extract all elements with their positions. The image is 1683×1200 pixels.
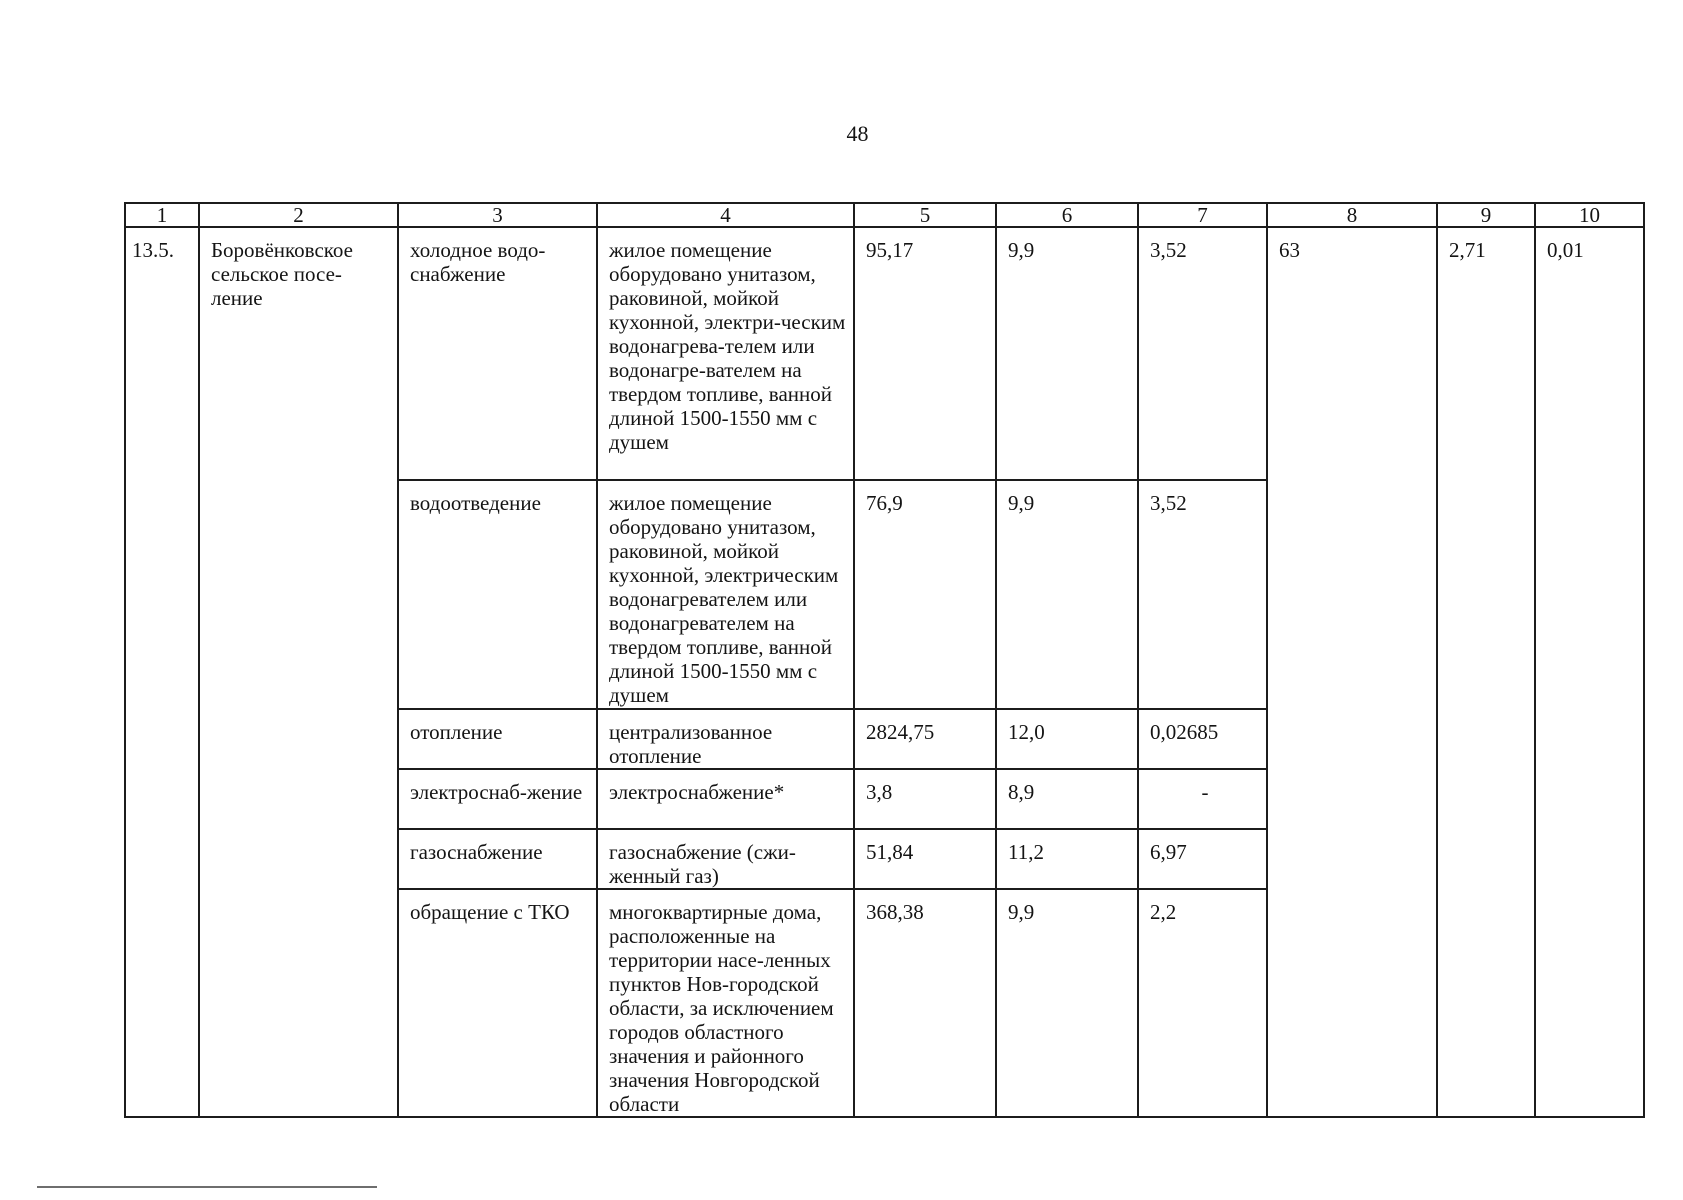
description-cell — [597, 227, 854, 480]
col5-cell — [854, 480, 996, 709]
column-header: 10 — [1535, 203, 1644, 227]
column-header: 8 — [1267, 203, 1437, 227]
col7-value: - — [1201, 780, 1209, 804]
service-cell — [398, 227, 597, 480]
settlement-name: Боровёнковское сельское посе-ление — [211, 238, 353, 310]
col7-value: 2,2 — [1150, 900, 1177, 924]
col6-cell — [996, 709, 1138, 769]
column-header: 9 — [1437, 203, 1535, 227]
col7-value: 3,52 — [1150, 491, 1187, 515]
column-header: 4 — [597, 203, 854, 227]
col7-value: 0,02685 — [1150, 720, 1219, 744]
col9-value: 2,71 — [1449, 238, 1486, 262]
col10-value: 0,01 — [1547, 238, 1584, 262]
col5-value: 51,84 — [866, 840, 914, 864]
col6-cell — [996, 829, 1138, 889]
footnote-divider — [37, 1186, 377, 1188]
row-code: 13.5. — [132, 238, 174, 262]
description-cell — [597, 769, 854, 829]
service-name: газоснабжение — [410, 840, 543, 864]
service-description: жилое помещение оборудовано унитазом, раковиной, мойкой кухонной, электри-ческим водонагрева-телем или водонагре-вателем на твердом топливе, ванной длиной 1500-1550 мм с душем — [609, 238, 846, 454]
service-cell — [398, 889, 597, 1117]
description-cell — [597, 889, 854, 1117]
service-name: электроснаб-жение — [410, 780, 583, 804]
col7-cell — [1138, 829, 1267, 889]
service-cell — [398, 769, 597, 829]
description-cell — [597, 829, 854, 889]
col5-cell — [854, 829, 996, 889]
column-header: 2 — [199, 203, 398, 227]
col6-value: 11,2 — [1008, 840, 1044, 864]
col6-cell — [996, 769, 1138, 829]
service-description: электроснабжение* — [609, 780, 785, 804]
service-cell — [398, 829, 597, 889]
col5-value: 368,38 — [866, 900, 924, 924]
col5-cell — [854, 709, 996, 769]
col7-cell — [1138, 227, 1267, 480]
column-header: 6 — [996, 203, 1138, 227]
service-name: обращение с ТКО — [410, 900, 570, 924]
page-number: 48 — [846, 121, 869, 146]
column-header: 5 — [854, 203, 996, 227]
column-header: 3 — [398, 203, 597, 227]
col7-value: 3,52 — [1150, 238, 1187, 262]
col6-value: 12,0 — [1008, 720, 1045, 744]
tariff-table — [124, 202, 1645, 1118]
col7-cell — [1138, 709, 1267, 769]
settlement-cell — [199, 227, 398, 1117]
col6-value: 9,9 — [1008, 900, 1035, 924]
service-description: газоснабжение (сжи-женный газ) — [609, 840, 796, 888]
col5-value: 76,9 — [866, 491, 903, 515]
row-code-cell — [125, 227, 199, 1117]
col6-value: 8,9 — [1008, 780, 1035, 804]
col5-value: 95,17 — [866, 238, 914, 262]
column-header: 1 — [125, 203, 199, 227]
service-description: централизованное отопление — [609, 720, 773, 768]
service-description: многоквартирные дома, расположенные на территории насе-ленных пунктов Нов-городской области, за исключением городов областного значения и районного значения Новгородской области — [609, 900, 834, 1116]
description-cell — [597, 709, 854, 769]
column-header: 7 — [1138, 203, 1267, 227]
col5-cell — [854, 227, 996, 480]
service-cell — [398, 480, 597, 709]
service-cell — [398, 709, 597, 769]
col9-cell — [1437, 227, 1535, 1117]
col6-value: 9,9 — [1008, 238, 1035, 262]
col5-value: 3,8 — [866, 780, 893, 804]
col6-cell — [996, 889, 1138, 1117]
col7-cell — [1138, 889, 1267, 1117]
col7-cell — [1138, 769, 1267, 829]
col5-value: 2824,75 — [866, 720, 935, 744]
col5-cell — [854, 769, 996, 829]
col7-cell — [1138, 480, 1267, 709]
col6-value: 9,9 — [1008, 491, 1035, 515]
service-description: жилое помещение оборудовано унитазом, раковиной, мойкой кухонной, электрическим водонагревателем или водонагревателем на твердом топливе, ванной длиной 1500-1550 мм с душем — [609, 491, 839, 707]
column-number-row — [125, 203, 1644, 227]
description-cell — [597, 480, 854, 709]
service-name: отопление — [410, 720, 503, 744]
table-row — [125, 227, 1644, 480]
col6-cell — [996, 480, 1138, 709]
col8-value: 63 — [1279, 238, 1300, 262]
col6-cell — [996, 227, 1138, 480]
col5-cell — [854, 889, 996, 1117]
col10-cell — [1535, 227, 1644, 1117]
service-name: водоотведение — [410, 491, 541, 515]
service-name: холодное водо-снабжение — [410, 238, 546, 286]
col7-value: 6,97 — [1150, 840, 1187, 864]
col8-cell — [1267, 227, 1437, 1117]
